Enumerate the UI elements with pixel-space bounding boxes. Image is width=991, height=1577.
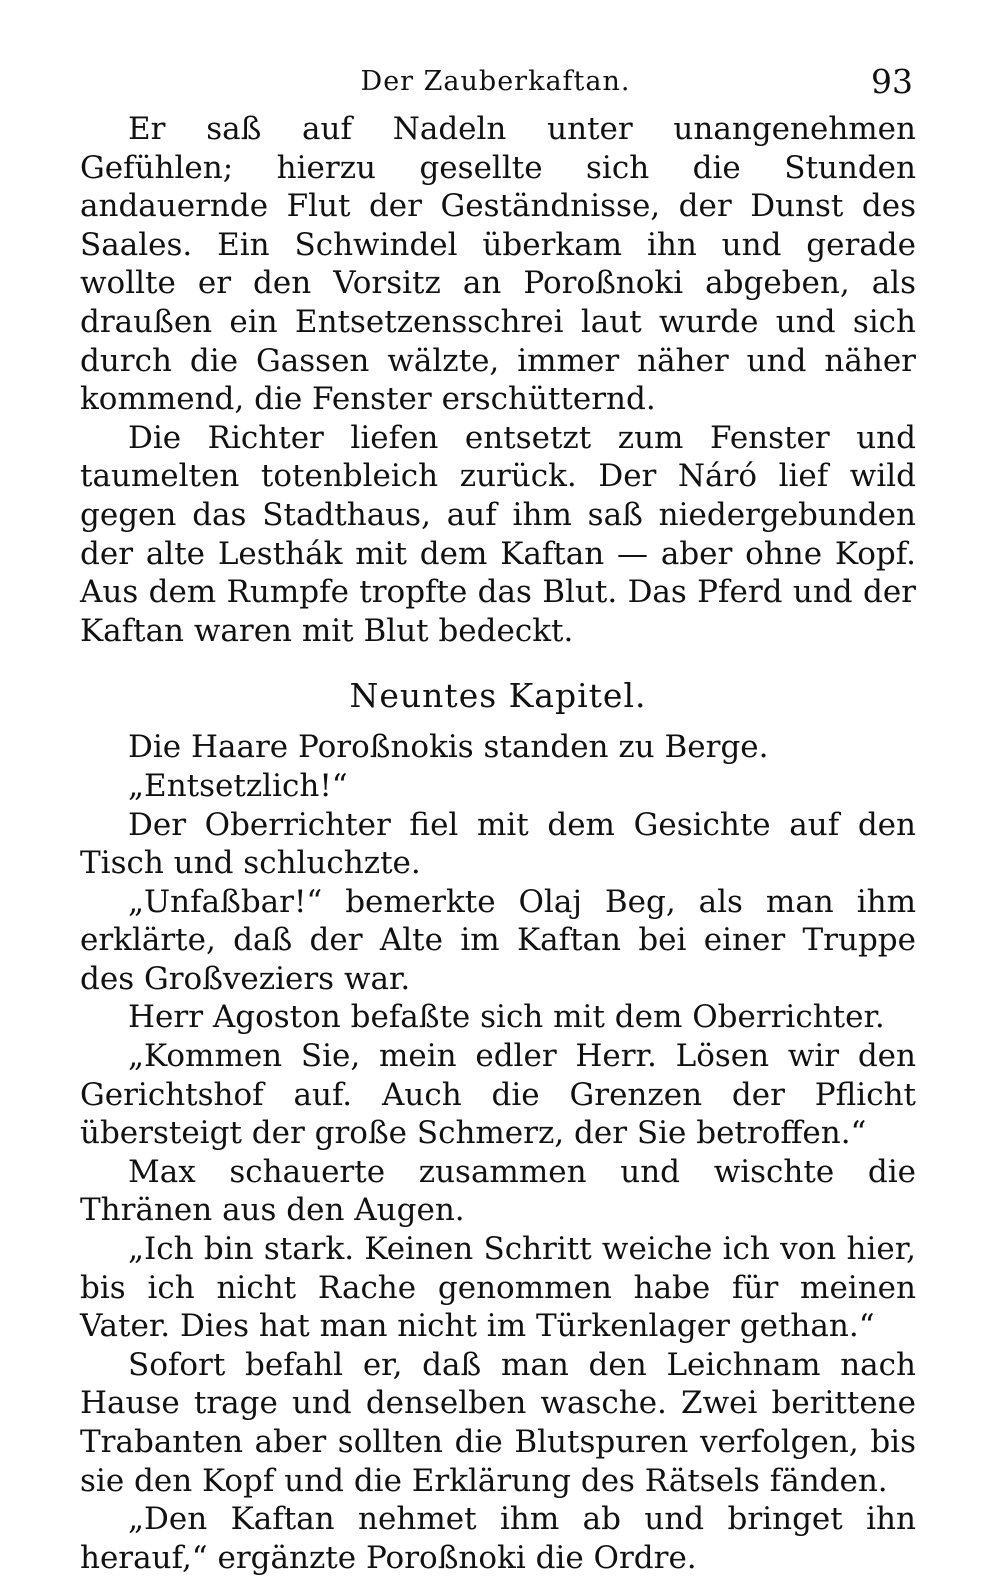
paragraph: „Unfaßbar!“ bemerkte Olaj Beg, als man ihm erklärte, daß der Alte im Kaftan bei einer Truppe des Großveziers war. bbox=[80, 883, 916, 997]
paragraph: Sofort befahl er, daß man den Leichnam nach Hause trage und denselben wasche. Zwei berittene Trabanten aber sollten die Blutspuren verfolgen, bis sie den Kopf und die Erklärung des Rätsels fänden. bbox=[80, 1346, 916, 1499]
body-text bbox=[80, 110, 916, 1577]
page-number: 93 bbox=[871, 62, 913, 101]
paragraph: Max schauerte zusammen und wischte die Thränen aus den Augen. bbox=[80, 1153, 916, 1229]
paragraph: Er saß auf Nadeln unter unangenehmen Gefühlen; hierzu gesellte sich die Stunden andauernde Flut der Geständnisse, der Dunst des Saales. Ein Schwindel überkam ihn und gerade wollte er den Vorsitz an Poroßnoki abgeben, als draußen ein Entsetzensschrei laut wurde und sich durch die Gassen wälzte, immer näher und näher kommend, die Fenster erschütternd. bbox=[80, 111, 916, 418]
paragraph: „Entsetzlich!“ bbox=[128, 767, 348, 804]
paragraph: Herr Agoston befaßte sich mit dem Oberrichter. bbox=[128, 999, 885, 1036]
paragraph: Die Richter liefen entsetzt zum Fenster und taumelten totenbleich zurück. Der Náró lief wild gegen das Stadthaus, auf ihm saß niedergebunden der alte Lesthák mit dem Kaftan — aber ohne Kopf. Aus dem Rumpfe tropfte das Blut. Das Pferd und der Kaftan waren mit Blut bedeckt. bbox=[80, 419, 916, 649]
paragraph: „Ich bin stark. Keinen Schritt weiche ich von hier, bis ich nicht Rache genommen habe für meinen Vater. Dies hat man nicht im Türkenlager gethan.“ bbox=[80, 1231, 916, 1345]
running-head bbox=[0, 62, 991, 102]
paragraph: Der Oberrichter fiel mit dem Gesichte auf den Tisch und schluchzte. bbox=[80, 806, 916, 882]
paragraph: „Kommen Sie, mein edler Herr. Lösen wir den Gerichtshof auf. Auch die Grenzen der Pflicht übersteigt der große Schmerz, der Sie betroffen.“ bbox=[80, 1038, 916, 1152]
chapter-heading: Neuntes Kapitel. bbox=[349, 676, 647, 716]
paragraph: Die Haare Poroßnokis standen zu Berge. bbox=[128, 729, 769, 766]
running-title: Der Zauberkaftan. bbox=[360, 66, 631, 97]
paragraph: „Den Kaftan nehmet ihm ab und bringet ihn herauf,“ ergänzte Poroßnoki die Ordre. bbox=[80, 1501, 916, 1576]
